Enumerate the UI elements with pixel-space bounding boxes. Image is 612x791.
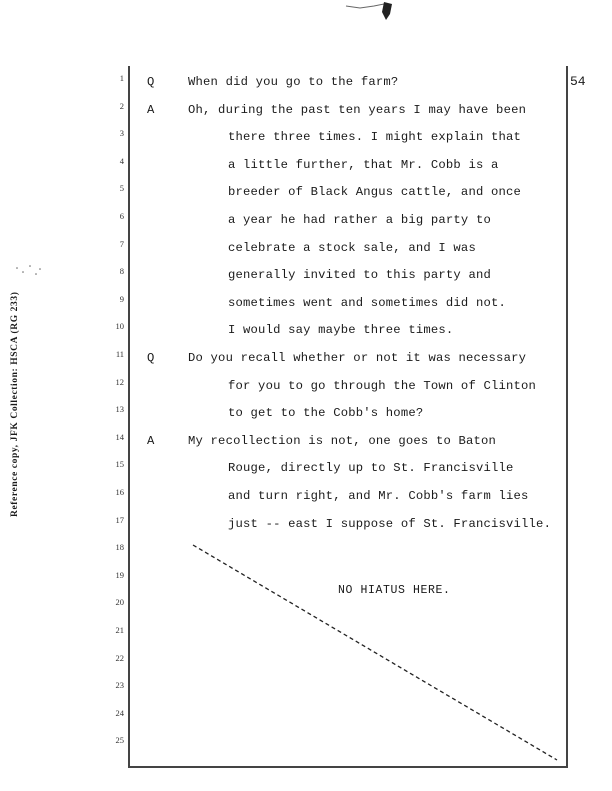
transcript-line: and turn right, and Mr. Cobb's farm lies: [228, 489, 529, 503]
line-number-text: 8: [119, 266, 124, 277]
transcript-line: Rouge, directly up to St. Francisville: [228, 461, 514, 476]
line-number-text: 11: [115, 349, 124, 359]
transcript-line: there three times. I might explain that: [228, 130, 522, 145]
line-number-text: 2: [119, 100, 124, 111]
line-number-text: 17: [115, 514, 124, 525]
page-number: 54: [570, 74, 586, 89]
transcript-line: My recollection is not, one goes to Baton: [188, 433, 497, 448]
line-number-text: 4: [119, 155, 124, 166]
transcript-line: Oh, during the past ten years I may have been: [188, 102, 527, 117]
speaker-marker: A: [147, 102, 155, 117]
transcript-line: just -- east I suppose of St. Francisville.: [228, 516, 552, 531]
line-number-text: 23: [115, 680, 124, 691]
line-number-text: 13: [115, 404, 124, 415]
transcript-line: When did you go to the farm?: [188, 75, 399, 89]
line-number-text: 21: [115, 625, 124, 635]
line-number-text: 7: [119, 238, 124, 249]
line-number-text: 9: [119, 293, 124, 304]
transcript-line: to get to the Cobb's home?: [228, 406, 424, 421]
transcript-line: I would say maybe three times.: [228, 323, 454, 338]
line-number-text: 6: [119, 211, 124, 221]
line-number-text: 15: [115, 459, 124, 470]
transcript-line: sometimes went and sometimes did not.: [228, 295, 507, 310]
line-number-text: 18: [115, 542, 124, 553]
line-number-text: 19: [115, 569, 124, 580]
line-number-text: 3: [119, 128, 124, 139]
line-number-text: 1: [119, 73, 124, 83]
speaker-marker: A: [147, 433, 155, 448]
side-reference-label: Reference copy, JFK Collection: HSCA (RG 233): [10, 291, 20, 517]
line-number-text: 5: [119, 183, 124, 194]
line-number-text: 24: [115, 707, 124, 718]
line-number-text: 14: [115, 431, 124, 442]
transcript-line: Do you recall whether or not it was necessary: [188, 351, 527, 365]
transcript-line: a little further, that Mr. Cobb is a: [228, 157, 499, 172]
speaker-marker: Q: [147, 351, 155, 365]
line-number-text: 12: [115, 376, 124, 387]
transcript-line: breeder of Black Angus cattle, and once: [228, 185, 522, 200]
transcript-line: for you to go through the Town of Clinton: [228, 378, 537, 393]
line-number-text: 16: [115, 487, 124, 497]
line-number-text: 25: [115, 735, 124, 746]
speaker-marker: Q: [147, 75, 155, 89]
line-number-text: 10: [115, 321, 124, 332]
line-number-text: 22: [115, 652, 124, 663]
line-number-text: 20: [115, 597, 124, 608]
transcript-line: celebrate a stock sale, and I was: [228, 240, 476, 255]
transcript-line: a year he had rather a big party to: [228, 213, 491, 227]
transcript-line: generally invited to this party and: [228, 268, 491, 283]
no-hiatus-stamp: NO HIATUS HERE.: [338, 584, 451, 597]
